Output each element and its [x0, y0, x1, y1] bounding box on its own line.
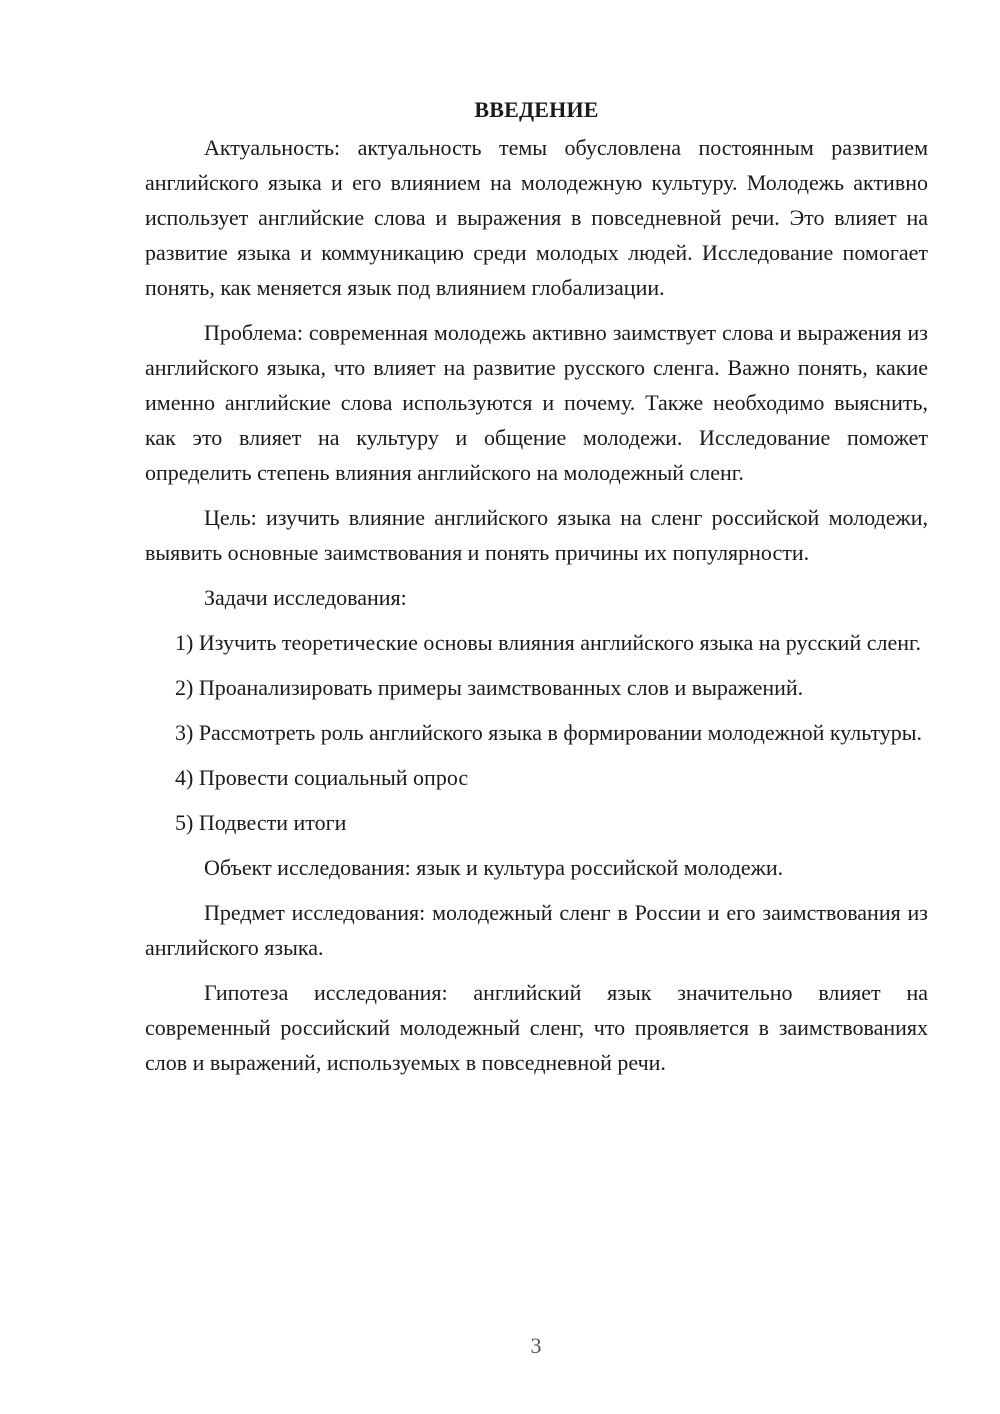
document-page: [145, 92, 928, 1080]
tasks-heading: Задачи исследования:: [204, 585, 407, 610]
hypothesis-paragraph: Гипотеза исследования: английский язык значительно влияет на современный российский молодежный сленг, что проявляется в заимствованиях слов и выражений, используемых в повседневной речи.: [145, 980, 928, 1075]
goal-paragraph: Цель: изучить влияние английского языка на сленг российской молодежи, выявить основные заимствования и понять причины их популярности.: [145, 505, 928, 565]
task-item-4: 4) Провести социальный опрос: [175, 765, 469, 790]
object-paragraph: Объект исследования: язык и культура российской молодежи.: [204, 855, 784, 880]
page-number: 3: [530, 1333, 542, 1358]
task-item-3: 3) Рассмотреть роль английского языка в формировании молодежной культуры.: [175, 720, 923, 745]
task-item-5: 5) Подвести итоги: [175, 810, 347, 835]
task-item-1: 1) Изучить теоретические основы влияния английского языка на русский сленг.: [175, 630, 922, 655]
subject-paragraph: Предмет исследования: молодежный сленг в России и его заимствования из английского языка.: [145, 900, 928, 960]
problem-paragraph: Проблема: современная молодежь активно заимствует слова и выражения из английского языка, что влияет на развитие русского сленга. Важно понять, какие именно английские слова используются и почему. Также необходимо выяснить, как это влияет на культуру и общение молодежи. Исследование поможет определить степень влияния английского на молодежный сленг.: [145, 320, 928, 485]
task-item-2: 2) Проанализировать примеры заимствованных слов и выражений.: [175, 675, 804, 700]
relevance-paragraph: Актуальность: актуальность темы обусловлена постоянным развитием английского языка и его влиянием на молодежную культуру. Молодежь активно использует английские слова и выражения в повседневной речи. Это влияет на развитие языка и коммуникацию среди молодых людей. Исследование помогает понять, как меняется язык под влиянием глобализации.: [145, 135, 928, 300]
section-heading: ВВЕДЕНИЕ: [474, 97, 599, 122]
